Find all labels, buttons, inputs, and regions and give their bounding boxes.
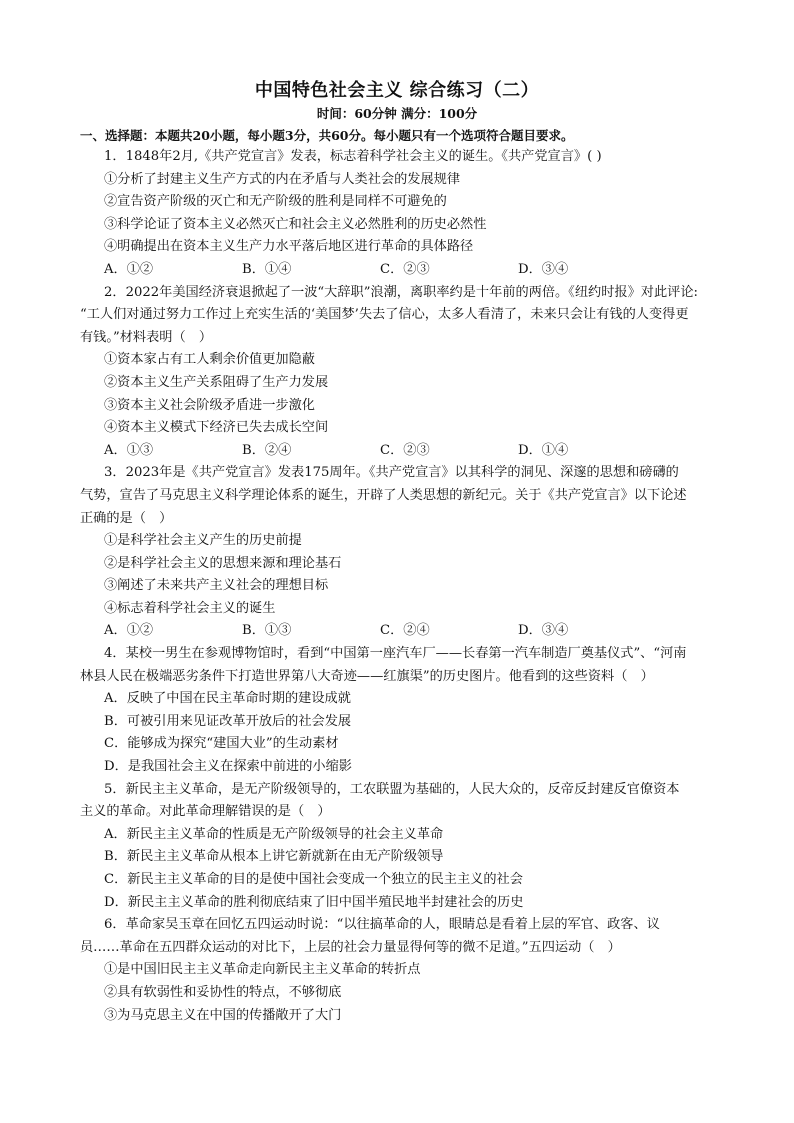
option-d: D．③④ bbox=[518, 261, 569, 277]
question-stem-line: 正确的是（ ） bbox=[80, 510, 173, 526]
question-list bbox=[80, 146, 720, 1027]
question-stem: 1．1848年2月,《共产党宣言》发表，标志着科学社会主义的诞生。《共产党宣言》( ) bbox=[104, 149, 602, 164]
option-a: A．①② bbox=[104, 261, 154, 277]
question-stem-line: 员……革命在五四群众运动的对比下，上层的社会力量显得何等的微不足道。”五四运动（ ） bbox=[80, 939, 621, 955]
statement-item: ②资本主义生产关系阻碍了生产力发展 bbox=[104, 374, 329, 390]
statement-item: ①是中国旧民主主义革命走向新民主主义革命的转折点 bbox=[104, 962, 421, 978]
option-a: A．①② bbox=[104, 623, 154, 639]
option-b: B．①④ bbox=[242, 261, 292, 277]
option-d: D．③④ bbox=[518, 623, 569, 639]
statement-item: ②宣告资产阶级的灭亡和无产阶级的胜利是同样不可避免的 bbox=[104, 194, 447, 210]
option-d: D．新民主主义革命的胜利彻底结束了旧中国半殖民地半封建社会的历史 bbox=[104, 894, 524, 910]
section-heading: 一、选择题：本题共20小题，每小题3分，共60分。每小题只有一个选项符合题目要求。 bbox=[80, 128, 574, 143]
question-stem-line: “工人们对通过努力工作过上充实生活的‘美国梦’失去了信心，太多人看清了，未来只会让有钱的人变得更 bbox=[80, 307, 689, 323]
option-a: A．反映了中国在民主革命时期的建设成就 bbox=[104, 691, 351, 707]
question-5 bbox=[80, 779, 720, 915]
question-stem-line: 5．新民主主义革命，是无产阶级领导的，工农联盟为基础的，人民大众的，反帝反封建反官僚资本 bbox=[104, 781, 680, 797]
option-b: B．②④ bbox=[242, 442, 292, 458]
question-stem-line: 3．2023年是《共产党宣言》发表175周年。《共产党宣言》以其科学的洞见、深邃的思想和磅礴的 bbox=[104, 465, 679, 481]
question-stem-line: 4．某校一男生在参观博物馆时，看到“中国第一座汽车厂——长春第一汽车制造厂奠基仪式”、“河南 bbox=[104, 646, 687, 662]
question-4 bbox=[80, 643, 720, 779]
question-stem-line: 有钱。”材料表明（ ） bbox=[80, 329, 213, 345]
option-b: B．可被引用来见证改革开放后的社会发展 bbox=[104, 713, 352, 729]
statement-item: ④资本主义模式下经济已失去成长空间 bbox=[104, 420, 329, 436]
option-c: C．②④ bbox=[380, 623, 430, 639]
question-stem-line: 气势，宣告了马克思主义科学理论体系的诞生，开辟了人类思想的新纪元。关于《共产党宣言》以下论述 bbox=[80, 487, 687, 503]
statement-item: ③科学论证了资本主义必然灭亡和社会主义必然胜利的历史必然性 bbox=[104, 216, 487, 232]
question-2 bbox=[80, 282, 720, 463]
question-stem-line: 2．2022年美国经济衰退掀起了一波“大辞职”浪潮，离职率约是十年前的两倍。《纽约时报》对此评论: bbox=[104, 284, 698, 300]
option-c: C．新民主主义革命的目的是使中国社会变成一个独立的民主主义的社会 bbox=[104, 872, 523, 887]
statement-item: ③阐述了未来共产主义社会的理想目标 bbox=[104, 578, 329, 594]
option-b: B．新民主主义革命从根本上讲它新就新在由无产阶级领导 bbox=[104, 849, 444, 865]
statement-item: ②是科学社会主义的思想来源和理论基石 bbox=[104, 555, 342, 571]
option-b: B．①③ bbox=[242, 623, 292, 639]
answer-options bbox=[80, 259, 720, 282]
question-6 bbox=[80, 914, 720, 1027]
option-d: D．是我国社会主义在探索中前进的小缩影 bbox=[104, 759, 352, 775]
answer-options bbox=[80, 620, 720, 643]
option-a: A．①③ bbox=[104, 442, 154, 458]
option-a: A．新民主主义革命的性质是无产阶级领导的社会主义革命 bbox=[104, 826, 444, 842]
exam-info: 时间：60分钟 满分：100分 bbox=[316, 106, 478, 121]
statement-item: ②具有软弱性和妥协性的特点，不够彻底 bbox=[104, 984, 342, 1000]
option-c: C．能够成为探究“建国大业”的生动素材 bbox=[104, 736, 339, 752]
question-stem-line: 主义的革命。对此革命理解错误的是（ ） bbox=[80, 804, 331, 820]
statement-item: ④明确提出在资本主义生产力水平落后地区进行革命的具体路径 bbox=[104, 239, 474, 255]
answer-options bbox=[80, 440, 720, 463]
question-1 bbox=[80, 146, 720, 282]
statement-item: ③资本主义社会阶级矛盾进一步激化 bbox=[104, 397, 315, 413]
statement-item: ①资本家占有工人剩余价值更加隐蔽 bbox=[104, 352, 315, 368]
statement-item: ④标志着科学社会主义的诞生 bbox=[104, 600, 276, 616]
statement-item: ③为马克思主义在中国的传播敞开了大门 bbox=[104, 1007, 342, 1023]
option-d: D．①④ bbox=[518, 442, 569, 458]
question-stem-line: 林县人民在极端恶劣条件下打造世界第八大奇迹——红旗渠”的历史图片。他看到的这些资料（ ） bbox=[80, 668, 654, 684]
statement-item: ①是科学社会主义产生的历史前提 bbox=[104, 533, 302, 549]
statement-item: ①分析了封建主义生产方式的内在矛盾与人类社会的发展规律 bbox=[104, 171, 461, 187]
question-stem-line: 6．革命家吴玉章在回忆五四运动时说：“以往搞革命的人，眼睛总是看着上层的军官、政客、议 bbox=[104, 917, 660, 933]
question-3 bbox=[80, 462, 720, 643]
page-title: 中国特色社会主义 综合练习（二） bbox=[254, 80, 540, 101]
option-c: C．②③ bbox=[380, 261, 430, 277]
option-c: C．②③ bbox=[380, 442, 430, 458]
